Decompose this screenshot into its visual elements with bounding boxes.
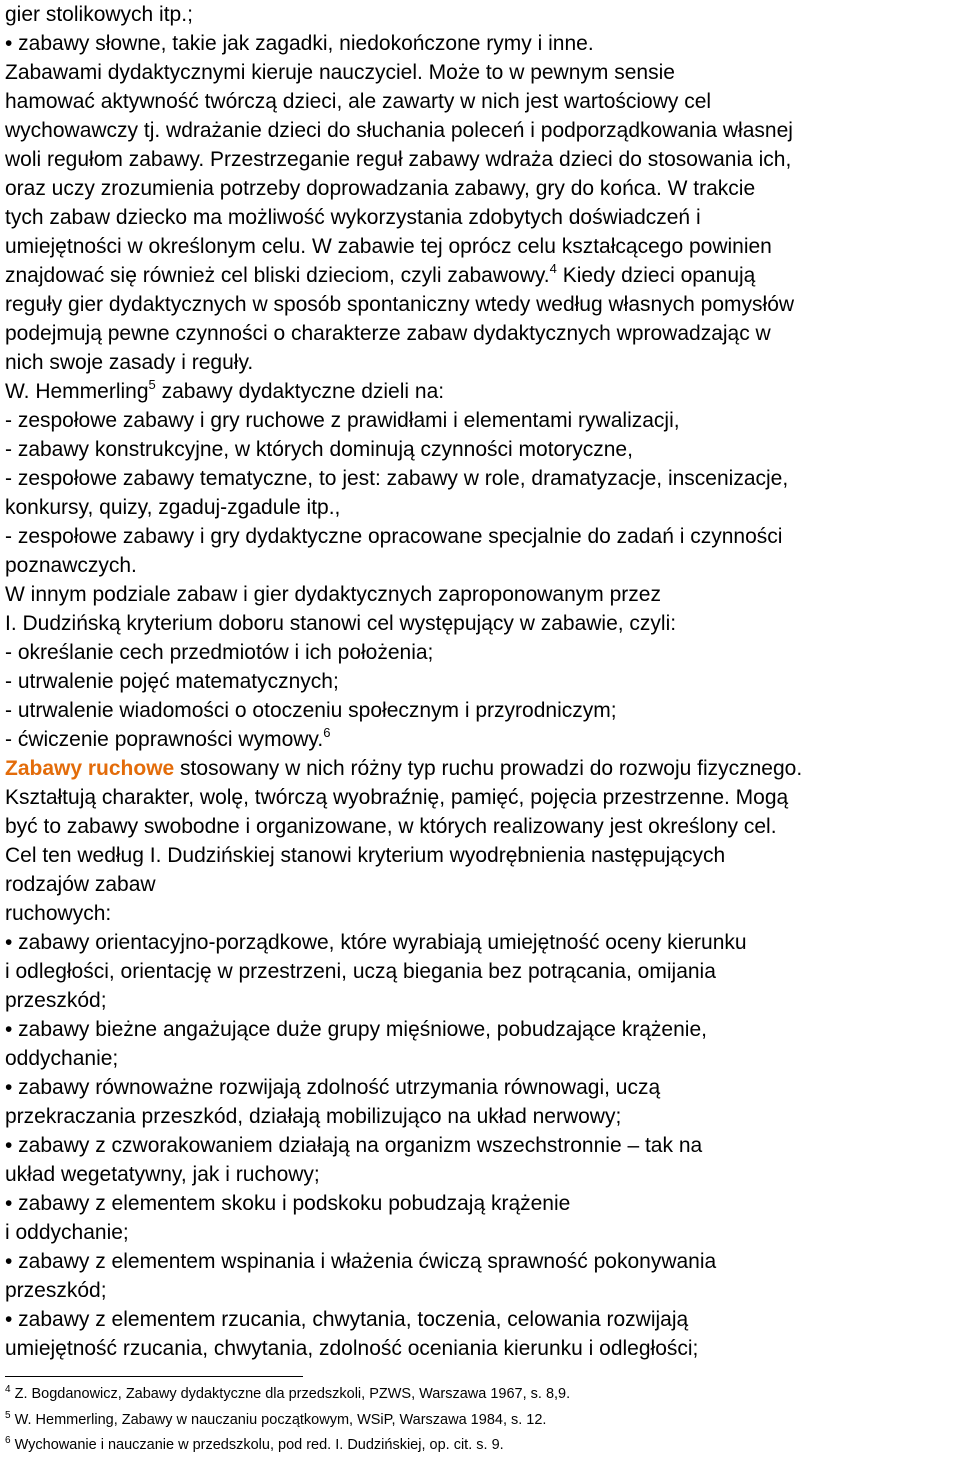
text-line: przeszkód; [5,989,107,1012]
text-line [5,261,957,290]
text-line [5,754,957,783]
footnote-number: 5 [5,1409,11,1421]
text-line: • zabawy bieżne angażujące duże grupy mięśniowe, pobudzające krążenie, [5,1018,707,1041]
text-line: przekraczania przeszkód, działają mobilizująco na układ nerwowy; [5,1105,622,1128]
text-line: - zabawy konstrukcyjne, w których dominują czynności motoryczne, [5,438,633,461]
text-line: podejmują pewne czynności o charakterze zabaw dydaktycznych wprowadzając w [5,322,771,345]
footnote-text: Wychowanie i nauczanie w przedszkolu, pod red. I. Dudzińskiej, op. cit. s. 9. [14,1437,504,1453]
line-text: Kiedy dzieci opanują [556,264,756,287]
text-line: rodzajów zabaw [5,873,156,896]
footnote-number: 4 [5,1384,11,1395]
text-line: I. Dudzińską kryterium doboru stanowi cel występujący w zabawie, czyli: [5,612,677,635]
line-text: - ćwiczenie poprawności wymowy. [5,728,324,751]
text-line: hamować aktywność twórczą dzieci, ale zawarty w nich jest wartościowy cel [5,90,712,113]
text-line: • zabawy z elementem rzucania, chwytania, toczenia, celowania rozwijają [5,1308,689,1331]
line-text: znajdować się również cel bliski dzieciom, czyli zabawowy. [5,264,550,287]
text-line: wychowawczy tj. wdrażanie dzieci do słuchania poleceń i podporządkowania własnej [5,119,793,142]
footnote-text: W. Hemmerling, Zabawy w nauczaniu początkowym, WSiP, Warszawa 1984, s. 12. [14,1411,547,1428]
text-line: Cel ten według I. Dudzińskiej stanowi kryterium wyodrębnienia następujących [5,844,726,867]
text-line: • zabawy z czworakowaniem działają na organizm wszechstronnie – tak na [5,1134,703,1157]
text-line: i oddychanie; [5,1221,129,1244]
text-line: gier stolikowych itp.; [5,3,193,26]
text-line: - zespołowe zabawy i gry ruchowe z prawidłami i elementami rywalizacji, [5,409,680,432]
text-line: ruchowych: [5,902,112,925]
line-text: zabawy dydaktyczne dzieli na: [155,380,445,403]
footnotes [5,1382,945,1459]
footnote [5,1382,945,1408]
text-line: przeszkód; [5,1279,107,1302]
text-line: oddychanie; [5,1047,119,1070]
text-line: W innym podziale zabaw i gier dydaktycznych zaproponowanym przez [5,583,661,606]
text-line: • zabawy orientacyjno-porządkowe, które wyrabiają umiejętność oceny kierunku [5,931,747,954]
footnote-text: Z. Bogdanowicz, Zabawy dydaktyczne dla przedszkoli, PZWS, Warszawa 1967, s. 8,9. [14,1386,571,1402]
text-line: i odległości, orientację w przestrzeni, uczą biegania bez potrącania, omijania [5,960,716,983]
text-line: • zabawy równoważne rozwijają zdolność utrzymania równowagi, uczą [5,1076,661,1099]
text-line: Zabawami dydaktycznymi kieruje nauczyciel. Może to w pewnym sensie [5,61,675,84]
text-line: • zabawy z elementem skoku i podskoku pobudzają krążenie [5,1192,571,1215]
text-line: nich swoje zasady i reguły. [5,351,254,374]
text-line [5,725,957,754]
section-heading-highlight: Zabawy ruchowe [5,757,175,780]
footnote-ref[interactable]: 6 [323,725,331,740]
text-line: reguły gier dydaktycznych w sposób spontaniczny wtedy według własnych pomysłów [5,293,795,316]
footnote [5,1433,945,1459]
footnote-number: 6 [5,1435,11,1446]
text-line: umiejętności w określonym celu. W zabawie tej oprócz celu kształcącego powinien [5,235,772,258]
text-line: oraz uczy zrozumienia potrzeby doprowadzania zabawy, gry do końca. W trakcie [5,177,756,200]
text-line: układ wegetatywny, jak i ruchowy; [5,1163,320,1186]
footnote [5,1408,945,1434]
text-line: • zabawy z elementem wspinania i włażenia ćwiczą sprawność pokonywania [5,1250,717,1273]
text-line: • zabawy słowne, takie jak zagadki, niedokończone rymy i inne. [5,32,594,55]
text-line: - zespołowe zabawy i gry dydaktyczne opracowane specjalnie do zadań i czynności [5,525,783,548]
text-line: poznawczych. [5,554,137,577]
footnote-ref[interactable]: 4 [549,261,557,276]
text-line: Kształtują charakter, wolę, twórczą wyobraźnię, pamięć, pojęcia przestrzenne. Mogą [5,786,789,809]
footnote-ref[interactable]: 5 [148,377,156,392]
text-line: - zespołowe zabawy tematyczne, to jest: zabawy w role, dramatyzacje, inscenizacje, [5,467,789,490]
text-line: woli regułom zabawy. Przestrzeganie reguł zabawy wdraża dzieci do stosowania ich, [5,148,792,171]
text-line: tych zabaw dziecko ma możliwość wykorzystania zdobytych doświadczeń i [5,206,701,229]
document-body [5,0,957,1363]
text-line: - utrwalenie pojęć matematycznych; [5,670,339,693]
text-line: - utrwalenie wiadomości o otoczeniu społecznym i przyrodniczym; [5,699,617,722]
text-line: umiejętność rzucania, chwytania, zdolność oceniania kierunku i odległości; [5,1337,699,1360]
line-text: stosowany w nich różny typ ruchu prowadzi do rozwoju fizycznego. [174,757,803,780]
footnote-separator [5,1376,303,1377]
line-text: W. Hemmerling [5,380,149,403]
text-line: być to zabawy swobodne i organizowane, w których realizowany jest określony cel. [5,815,777,838]
text-line: - określanie cech przedmiotów i ich położenia; [5,641,434,664]
text-line: konkursy, quizy, zgaduj-zgadule itp., [5,496,341,519]
text-line [5,377,957,406]
